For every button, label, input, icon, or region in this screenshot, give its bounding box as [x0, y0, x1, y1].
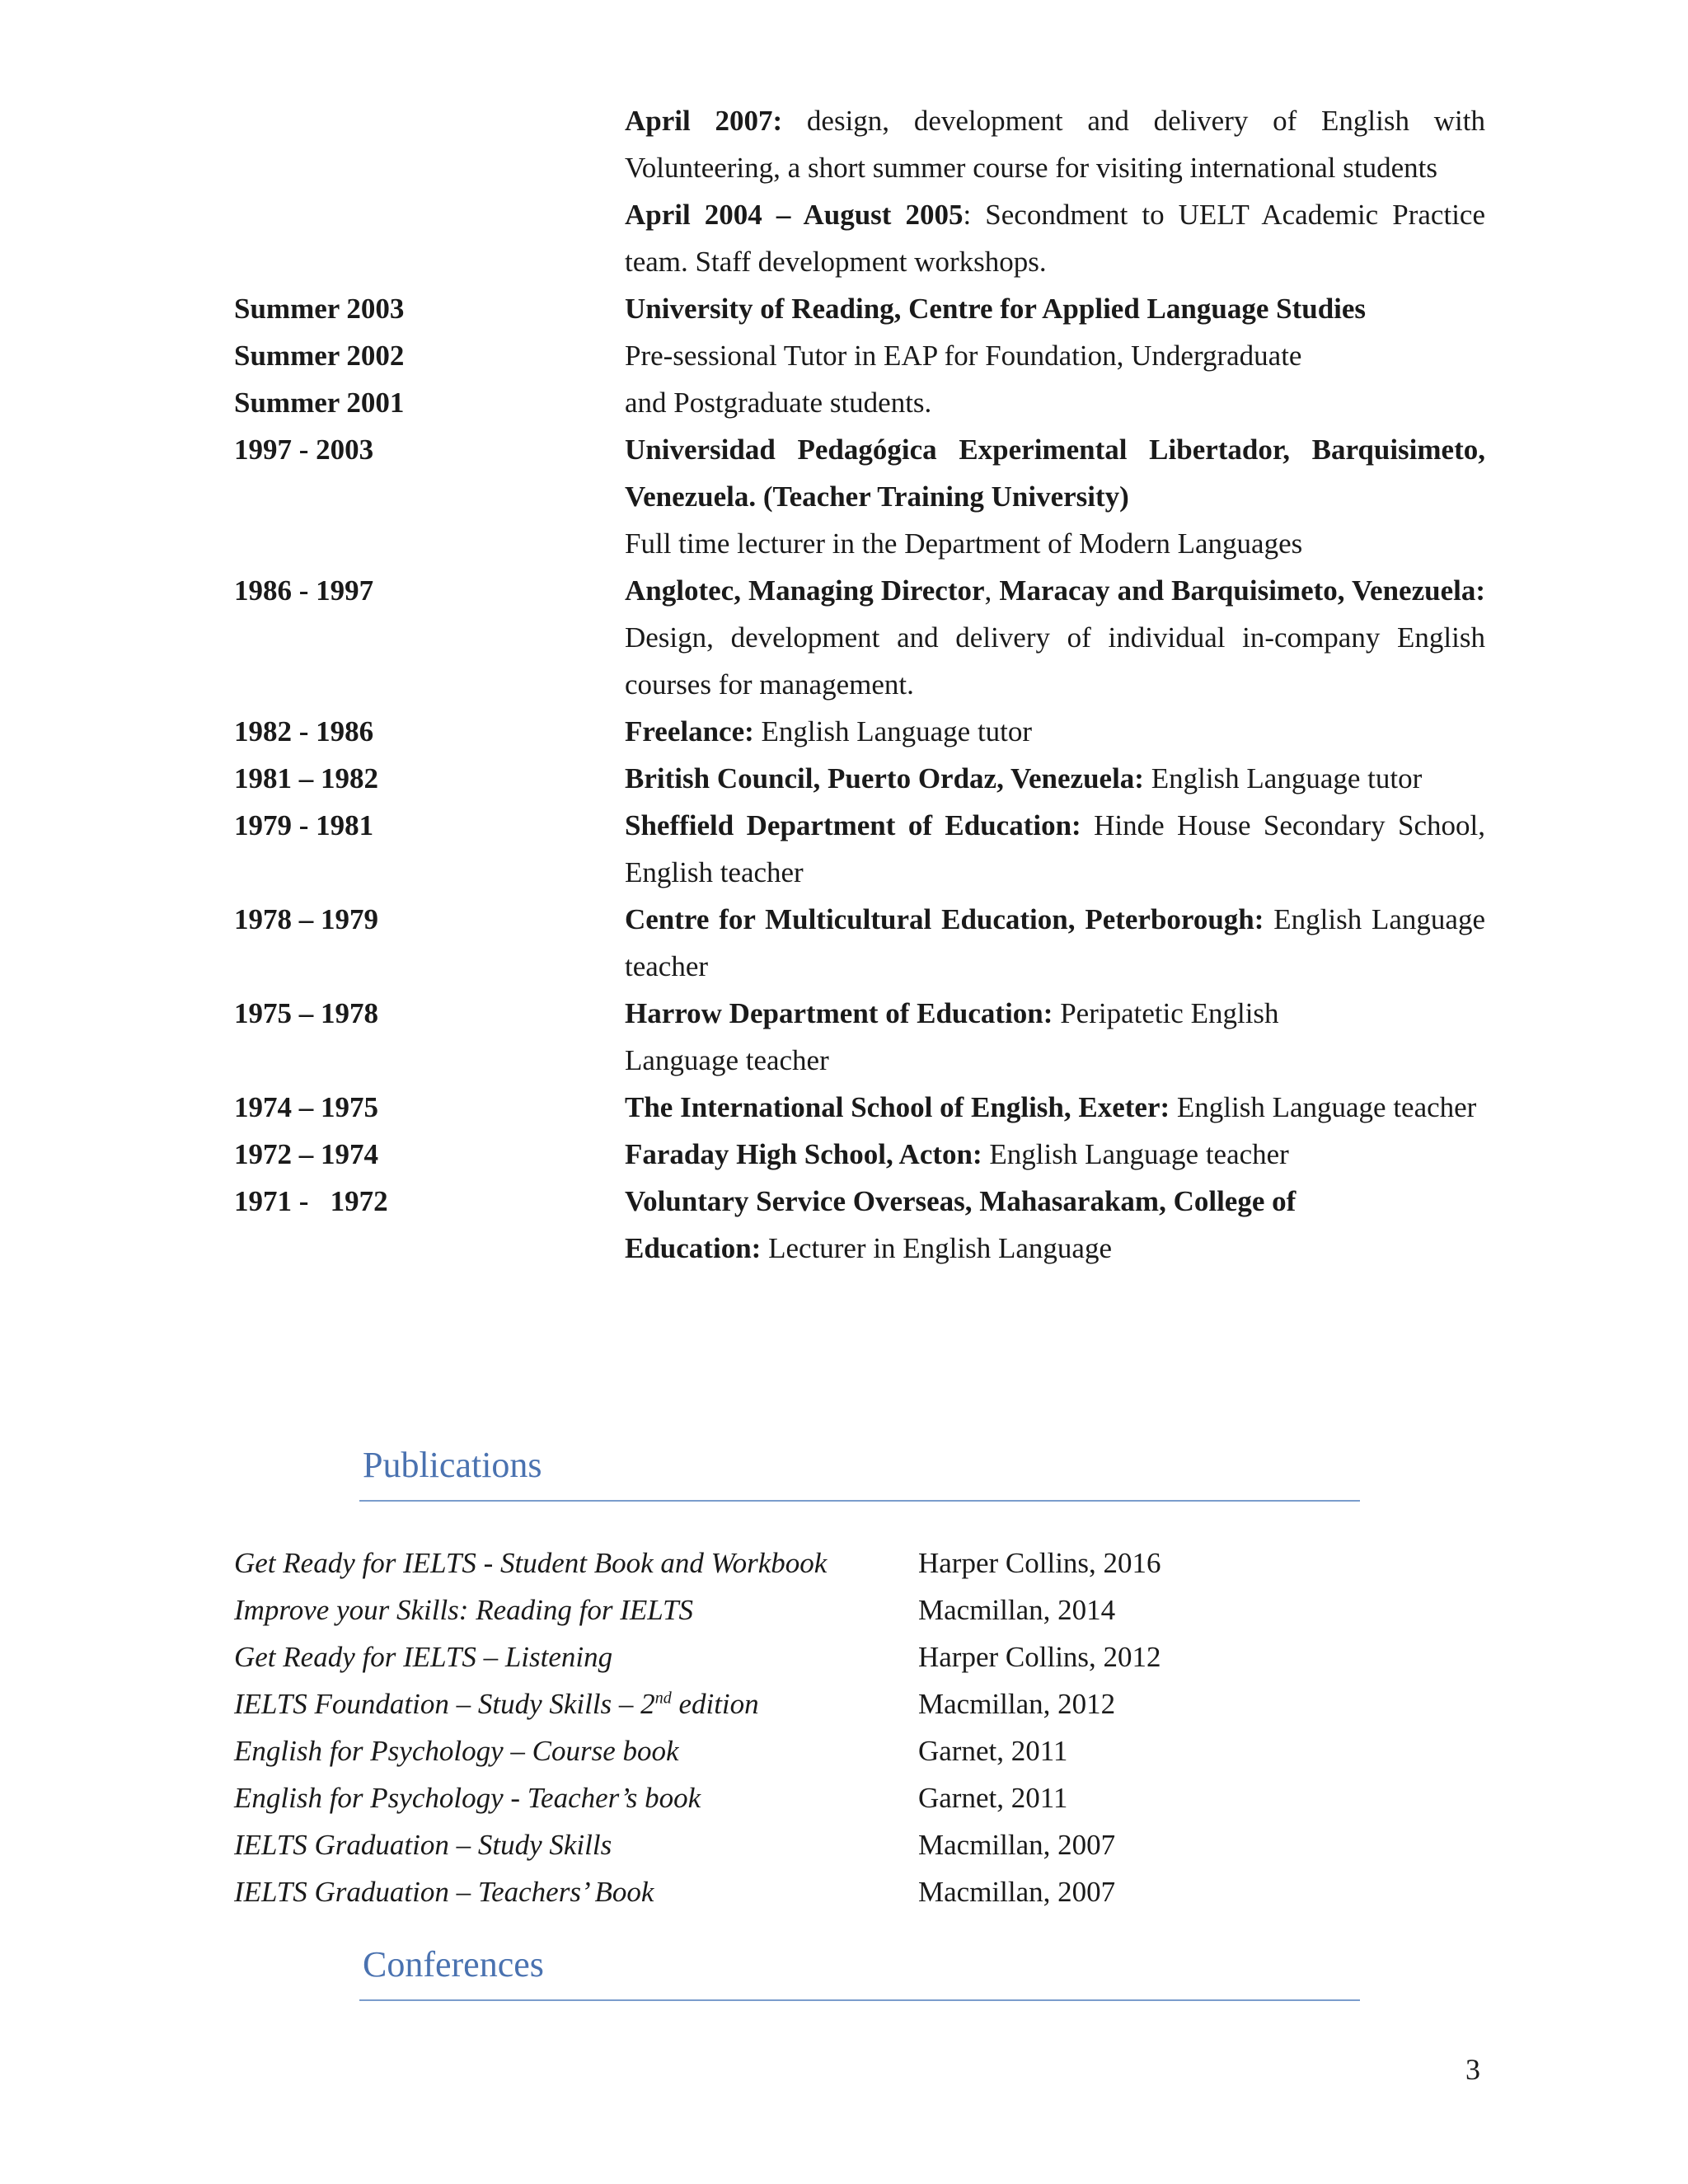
experience-description: [625, 896, 1485, 990]
publication-title: IELTS Graduation – Teachers’ Book: [234, 1875, 654, 1908]
publication-row: [234, 1680, 1306, 1727]
experience-text: design, development and delivery of English with Volunteering, a short summer course for visiting international students: [625, 105, 1485, 184]
publication-publisher: Macmillan, 2007: [918, 1828, 1116, 1861]
experience-date: 1978 – 1979: [234, 903, 378, 935]
experience-description: [625, 1131, 1485, 1178]
experience-heading: The International School of English, Exeter:: [625, 1091, 1170, 1123]
publication-publisher: Harper Collins, 2016: [918, 1546, 1161, 1579]
experience-heading: April 2007:: [625, 105, 783, 137]
experience-text: Peripatetic English Language teacher: [625, 997, 1279, 1076]
experience-entry: [234, 1131, 1485, 1178]
experience-date: 1971 - 1972: [234, 1185, 388, 1217]
experience-description: [625, 1178, 1485, 1272]
experience-date: Summer 2003: [234, 293, 405, 325]
experience-text: English Language teacher: [625, 903, 1485, 982]
conferences-heading: Conferences: [363, 1944, 544, 1985]
experience-heading: Centre for Multicultural Education, Peterborough:: [625, 903, 1264, 935]
publication-title: Improve your Skills: Reading for IELTS: [234, 1593, 693, 1626]
experience-entry: [234, 1178, 1485, 1272]
experience-description: [625, 191, 1485, 285]
experience-description: [625, 332, 1485, 426]
publication-title: English for Psychology – Course book: [234, 1734, 679, 1767]
experience-heading-location: Maracay and Barquisimeto, Venezuela:: [999, 574, 1486, 607]
experience-entry: [234, 755, 1485, 802]
conferences-divider: [359, 1999, 1360, 2001]
experience-text: Pre-sessional Tutor in EAP for Foundation, Undergraduate and Postgraduate students.: [625, 340, 1302, 419]
publication-title-superscript: nd: [654, 1688, 672, 1707]
experience-text: English Language tutor: [1143, 762, 1423, 794]
experience-date: 1982 - 1986: [234, 715, 374, 748]
experience-heading: Harrow Department of Education:: [625, 997, 1053, 1029]
experience-entry: [234, 97, 1485, 191]
experience-date: 1979 - 1981: [234, 809, 374, 841]
publication-row: [234, 1586, 1306, 1633]
experience-text: Lecturer in English Language: [761, 1232, 1112, 1264]
experience-heading: Voluntary Service Overseas, Mahasarakam, College of Education:: [625, 1185, 1296, 1264]
publication-row: [234, 1540, 1306, 1586]
experience-description: [625, 426, 1485, 567]
publication-title: Get Ready for IELTS – Listening: [234, 1640, 613, 1673]
experience-date: Summer 2002 Summer 2001: [234, 340, 405, 419]
experience-entry: [234, 1084, 1485, 1131]
page-number: 3: [1465, 2053, 1480, 2086]
experience-date: 1997 - 2003: [234, 434, 374, 466]
experience-description: [625, 990, 1485, 1084]
experience-text-detail: Design, development and delivery of individual in-company English courses for management.: [625, 621, 1485, 701]
experience-description: [625, 802, 1485, 896]
experience-date: 1974 – 1975: [234, 1091, 378, 1123]
experience-heading: Sheffield Department of Education:: [625, 809, 1081, 841]
publications-list: [234, 1540, 1306, 1915]
experience-heading: April 2004 – August 2005: [625, 199, 964, 231]
experience-entry: [234, 285, 1485, 332]
experience-entry: [234, 426, 1485, 567]
publication-publisher: Harper Collins, 2012: [918, 1640, 1161, 1673]
experience-text: Hinde House Secondary School, English teacher: [625, 809, 1486, 888]
publication-row: [234, 1868, 1306, 1915]
publication-row: [234, 1727, 1306, 1774]
experience-description: [625, 567, 1485, 708]
experience-description: [625, 755, 1485, 802]
experience-date: 1986 - 1997: [234, 574, 374, 607]
experience-heading: British Council, Puerto Ordaz, Venezuela:: [625, 762, 1144, 794]
publication-row: [234, 1821, 1306, 1868]
experience-description: [625, 1084, 1485, 1131]
publication-title-suffix: edition: [671, 1687, 759, 1720]
publication-title: [234, 1688, 918, 1721]
experience-list: [234, 97, 1485, 1272]
experience-entry: [234, 567, 1485, 708]
experience-date: 1972 – 1974: [234, 1138, 378, 1170]
experience-text: Full time lecturer in the Department of Modern Languages: [625, 527, 1303, 560]
experience-entry: [234, 802, 1485, 896]
experience-heading: Anglotec, Managing Director: [625, 574, 985, 607]
publication-publisher: Macmillan, 2007: [918, 1875, 1116, 1908]
publication-title: IELTS Graduation – Study Skills: [234, 1828, 612, 1861]
experience-heading: Faraday High School, Acton:: [625, 1138, 982, 1170]
publications-heading: Publications: [363, 1445, 542, 1485]
publication-title: Get Ready for IELTS - Student Book and Workbook: [234, 1546, 828, 1579]
experience-text: English Language teacher: [1170, 1091, 1477, 1123]
experience-entry: [234, 896, 1485, 990]
experience-entry: [234, 708, 1485, 755]
experience-date: 1981 – 1982: [234, 762, 378, 794]
publication-row: [234, 1774, 1306, 1821]
experience-entry: [234, 990, 1485, 1084]
publication-title: English for Psychology - Teacher’s book: [234, 1781, 701, 1814]
experience-heading: Universidad Pedagógica Experimental Libertador, Barquisimeto, Venezuela. (Teacher Training University): [625, 434, 1485, 513]
experience-description: [625, 708, 1485, 755]
experience-text: English Language tutor: [753, 715, 1033, 748]
publication-publisher: Macmillan, 2014: [918, 1593, 1116, 1626]
publication-row: [234, 1633, 1306, 1680]
publications-divider: [359, 1500, 1360, 1502]
experience-description: [625, 97, 1485, 191]
experience-text: : Secondment to UELT Academic Practice team. Staff development workshops.: [625, 199, 1485, 278]
experience-heading: University of Reading, Centre for Applied Language Studies: [625, 293, 1367, 325]
publication-publisher: Garnet, 2011: [918, 1781, 1068, 1814]
experience-text: ,: [984, 574, 1000, 607]
publication-publisher: Macmillan, 2012: [918, 1687, 1116, 1720]
experience-heading: Freelance:: [625, 715, 754, 748]
experience-date: 1975 – 1978: [234, 997, 378, 1029]
experience-text: English Language teacher: [982, 1138, 1289, 1170]
experience-entry: [234, 332, 1485, 426]
publication-publisher: Garnet, 2011: [918, 1734, 1068, 1767]
experience-entry: [234, 191, 1485, 285]
experience-description: [625, 285, 1485, 332]
publication-title-main: IELTS Foundation – Study Skills – 2: [234, 1687, 655, 1720]
